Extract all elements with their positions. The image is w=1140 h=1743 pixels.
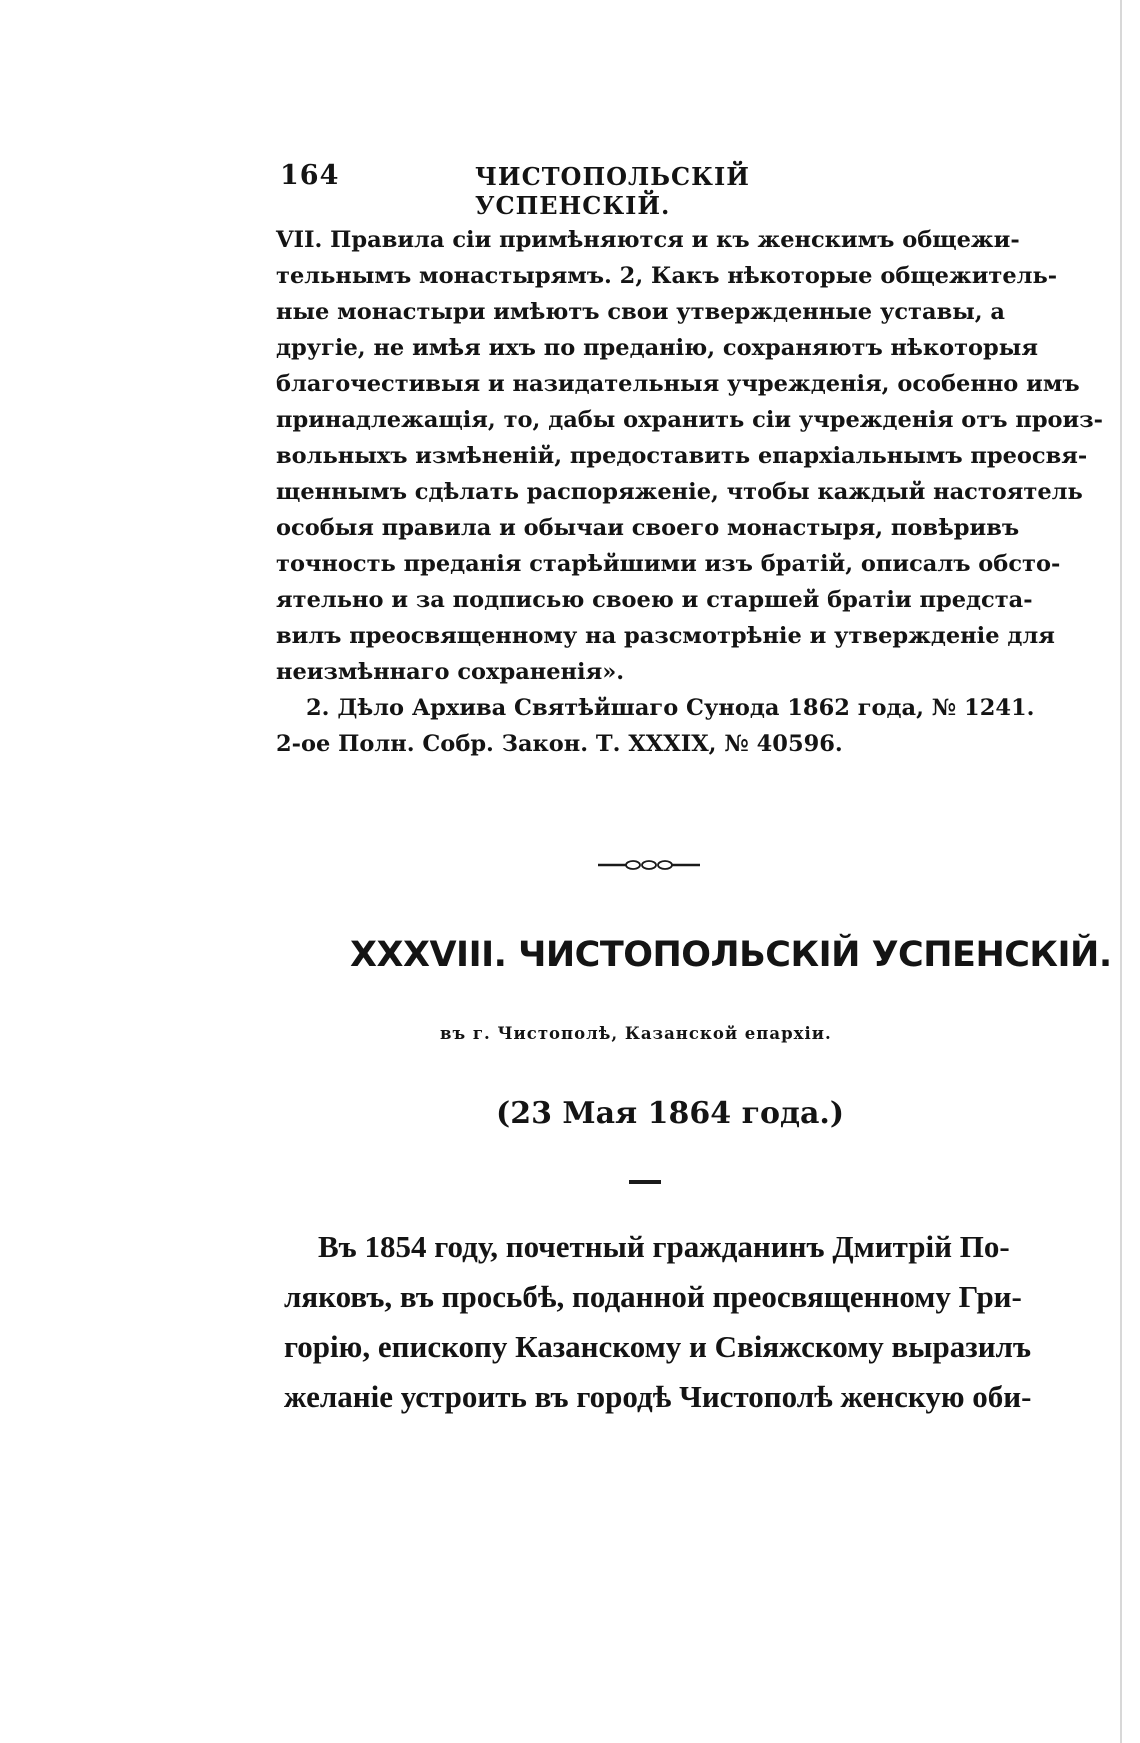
short-rule — [629, 1180, 661, 1184]
footnote-line: принадлежащія, то, дабы охранить сіи учрежденія отъ произ- — [276, 407, 1103, 433]
body-line: горію, епископу Казанскому и Свіяжскому выразилъ — [284, 1329, 1032, 1364]
footnote-line: другіе, не имѣя ихъ по преданію, сохраняютъ нѣкоторыя — [276, 335, 1038, 361]
running-head — [280, 160, 820, 220]
body-line: Въ 1854 году, почетный гражданинъ Дмитрій По- — [318, 1229, 1010, 1264]
chapter-title: XXXVIII. ЧИСТОПОЛЬСКІЙ УСПЕНСКІЙ. — [350, 935, 1112, 975]
body-text-block — [284, 1222, 1032, 1422]
footnote-line: вилъ преосвященному на разсмотрѣніе и утвержденіе для — [276, 623, 1055, 649]
body-line: желаніе устроить въ городѣ Чистополѣ женскую оби- — [284, 1379, 1032, 1414]
footnote-line: неизмѣннаго сохраненія». — [276, 659, 625, 685]
footnote-line: вольныхъ измѣненій, предоставить епархіальнымъ преосвя- — [276, 443, 1088, 469]
page-number: 164 — [280, 160, 340, 191]
footnote-line: точность преданія старѣйшими изъ братій, описалъ обсто- — [276, 551, 1061, 577]
footnote-line: особыя правила и обычаи своего монастыря, повѣривъ — [276, 515, 1020, 541]
chapter-location: въ г. Чистополѣ, Казанской епархіи. — [440, 1024, 832, 1043]
footnote-line: ные монастыри имѣютъ свои утвержденные уставы, а — [276, 299, 1005, 325]
footnote-2-line-2: 2-ое Полн. Собр. Закон. Т. XXXIX, № 40596. — [276, 731, 843, 757]
footnote-line: благочестивыя и назидательныя учрежденія, особенно имъ — [276, 371, 1080, 397]
running-title: ЧИСТОПОЛЬСКІЙ УСПЕНСКІЙ. — [475, 162, 750, 220]
footnote-2-line-1: 2. Дѣло Архива Святѣйшаго Сунода 1862 года, № 1241. — [306, 695, 1035, 721]
footnote-line: тельнымъ монастырямъ. 2, Какъ нѣкоторые общежитель- — [276, 263, 1058, 289]
footnote-line: VII. Правила сіи примѣняются и къ женскимъ общежи- — [276, 227, 1020, 253]
footnote-line: щеннымъ сдѣлать распоряженіе, чтобы каждый настоятель — [276, 479, 1083, 505]
body-line: ляковъ, въ просьбѣ, поданной преосвященному Гри- — [284, 1279, 1022, 1314]
ornamental-separator — [598, 858, 700, 872]
chapter-date: (23 Мая 1864 года.) — [496, 1096, 845, 1131]
footnote-line: ятельно и за подписью своею и старшей братіи предста- — [276, 587, 1033, 613]
footnote-block — [276, 222, 1103, 762]
